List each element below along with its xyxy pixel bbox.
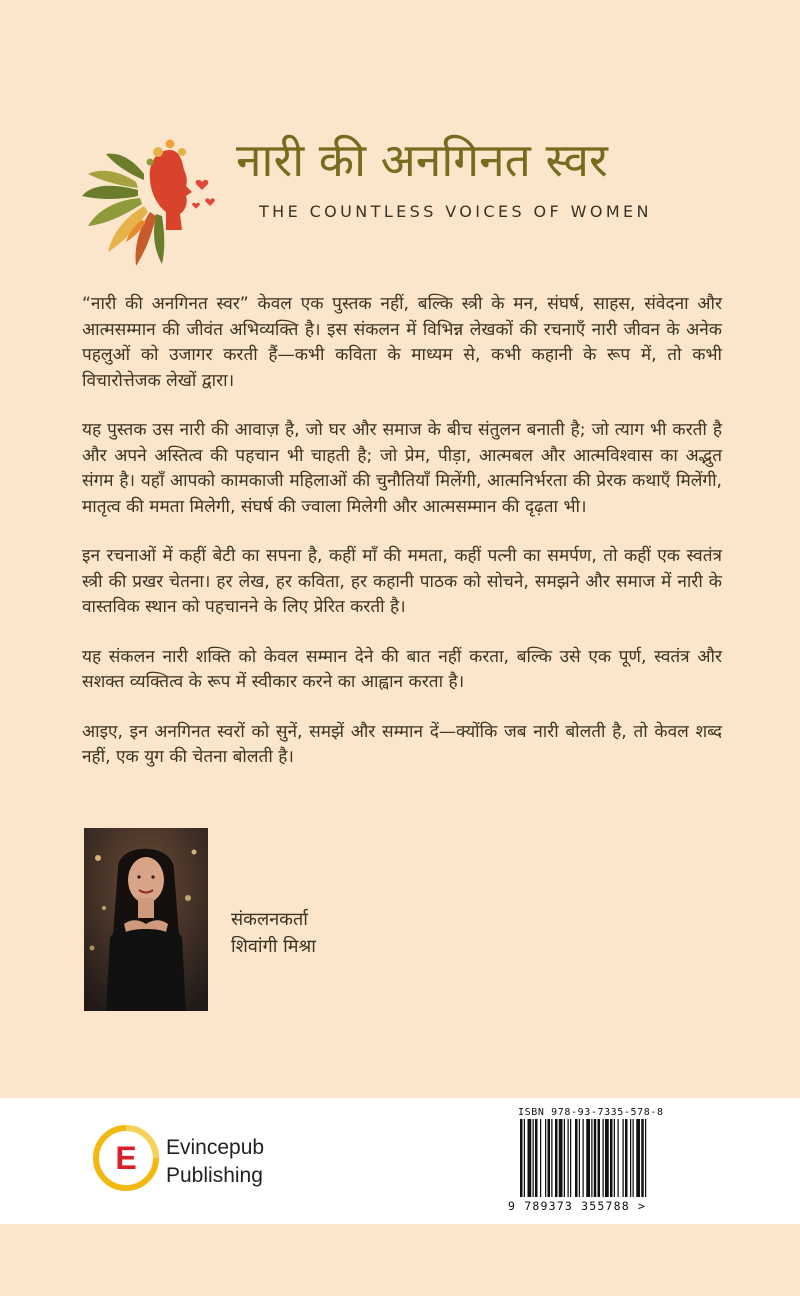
barcode-bar <box>586 1119 590 1197</box>
blurb <box>82 292 722 795</box>
barcode-bar <box>645 1119 646 1197</box>
publisher-name-line1: Evincepub <box>166 1136 265 1159</box>
barcode-bar <box>575 1119 578 1197</box>
compiler-label: संकलनकर्ता <box>231 909 308 930</box>
barcode-bar <box>583 1119 584 1197</box>
barcode-bars <box>508 1119 702 1205</box>
book-title: नारी की अनगिनत स्वर <box>236 133 608 187</box>
barcode-bar <box>591 1119 592 1197</box>
publisher-logo-icon <box>92 1124 160 1192</box>
blurb-paragraph: आइए, इन अनगिनत स्वरों को सुनें, समझें और सम्मान दें—क्योंकि जब नारी बोलती है, तो केवल शब्द नहीं, एक युग की चेतना बोलती है। <box>82 721 722 767</box>
blurb-paragraph: इन रचनाओं में कहीं बेटी का सपना है, कहीं माँ की ममता, कहीं पत्नी का समर्पण, तो कहीं एक स्वतंत्र स्त्री की प्रखर चेतना। हर लेख, हर कविता, हर कहानी पाठक को सोचने, समझने और समाज में नारी के वास्तविक स्थान को पहचानने के लिए प्रेरित करती है। <box>82 546 722 617</box>
barcode-bar <box>636 1119 640 1197</box>
barcode-bar <box>548 1119 551 1197</box>
barcode-bar <box>594 1119 597 1197</box>
barcode-bar <box>570 1119 571 1197</box>
barcode-bar <box>533 1119 534 1197</box>
barcode-digits: 9 789373 355788 > <box>508 1199 647 1213</box>
barcode-bar <box>633 1119 634 1197</box>
barcode-bar <box>605 1119 609 1197</box>
publisher-logo-letter: E <box>115 1140 137 1176</box>
barcode-bar <box>614 1119 615 1197</box>
compiler-photo <box>84 828 208 1011</box>
barcode-bar <box>610 1119 613 1197</box>
blurb-paragraph: यह पुस्तक उस नारी की आवाज़ है, जो घर और समाज के बीच संतुलन बनाती है; जो त्याग भी करती है और अपने अस्तित्व की पहचान भी चाहती है; जो प्रेम, पीड़ा, आत्मबल और आत्मविश्वास का अद्भुत संगम है। यहाँ आपको कामकाजी महिलाओं की चुनौतियाँ मिलेंगी, आत्मनिर्भरता की प्रेरक कथाएँ मिलेंगी, मातृत्व की ममता मिलेगी, संघर्ष की ज्वाला मिलेगी और आत्मसम्मान की दृढ़ता भी। <box>82 420 722 517</box>
barcode-bar <box>535 1119 538 1197</box>
isbn-label: ISBN 978-93-7335-578-8 <box>518 1107 664 1118</box>
barcode-bar <box>528 1119 532 1197</box>
publisher-name-line2: Publishing <box>166 1164 263 1187</box>
compiler-credit <box>231 906 316 960</box>
barcode-bar <box>559 1119 563 1197</box>
barcode-bar <box>545 1119 546 1197</box>
barcode-bar <box>603 1119 604 1197</box>
barcode-bar <box>579 1119 580 1197</box>
barcode-bar <box>598 1119 601 1197</box>
barcode-bar <box>641 1119 644 1197</box>
barcode-bar <box>630 1119 631 1197</box>
barcode-bar <box>524 1119 525 1197</box>
book-subtitle: THE COUNTLESS VOICES OF WOMEN <box>259 202 652 221</box>
woman-profile-illustration <box>78 130 228 270</box>
barcode-bar <box>555 1119 558 1197</box>
isbn-barcode <box>508 1103 702 1219</box>
barcode-bar <box>564 1119 565 1197</box>
compiler-name: शिवांगी मिश्रा <box>231 936 316 957</box>
barcode-bar <box>625 1119 628 1197</box>
barcode-bar <box>623 1119 624 1197</box>
blurb-paragraph: यह संकलन नारी शक्ति को केवल सम्मान देने की बात नहीं करता, बल्कि उसे एक पूर्ण, स्वतंत्र और सशक्त व्यक्तित्व के रूप में स्वीकार करने का आह्वान करता है। <box>82 646 722 692</box>
blurb-paragraph: “नारी की अनगिनत स्वर” केवल एक पुस्तक नहीं, बल्कि स्त्री के मन, संघर्ष, साहस, संवेदना और आत्मसम्मान की जीवंत अभिव्यक्ति है। इस संकलन में विभिन्न लेखकों की रचनाएँ नारी जीवन के अनेक पहलुओं को उजागर करती हैं—कभी कविता के माध्यम से, कभी कहानी के रूप में, तो कभी विचारोत्तेजक लेखों द्वारा। <box>82 294 722 391</box>
publisher-name <box>166 1134 264 1190</box>
barcode-bar <box>618 1119 619 1197</box>
barcode-bar <box>540 1119 541 1197</box>
barcode-bar <box>551 1119 552 1197</box>
barcode-bar <box>520 1119 523 1197</box>
barcode-bar <box>568 1119 569 1197</box>
